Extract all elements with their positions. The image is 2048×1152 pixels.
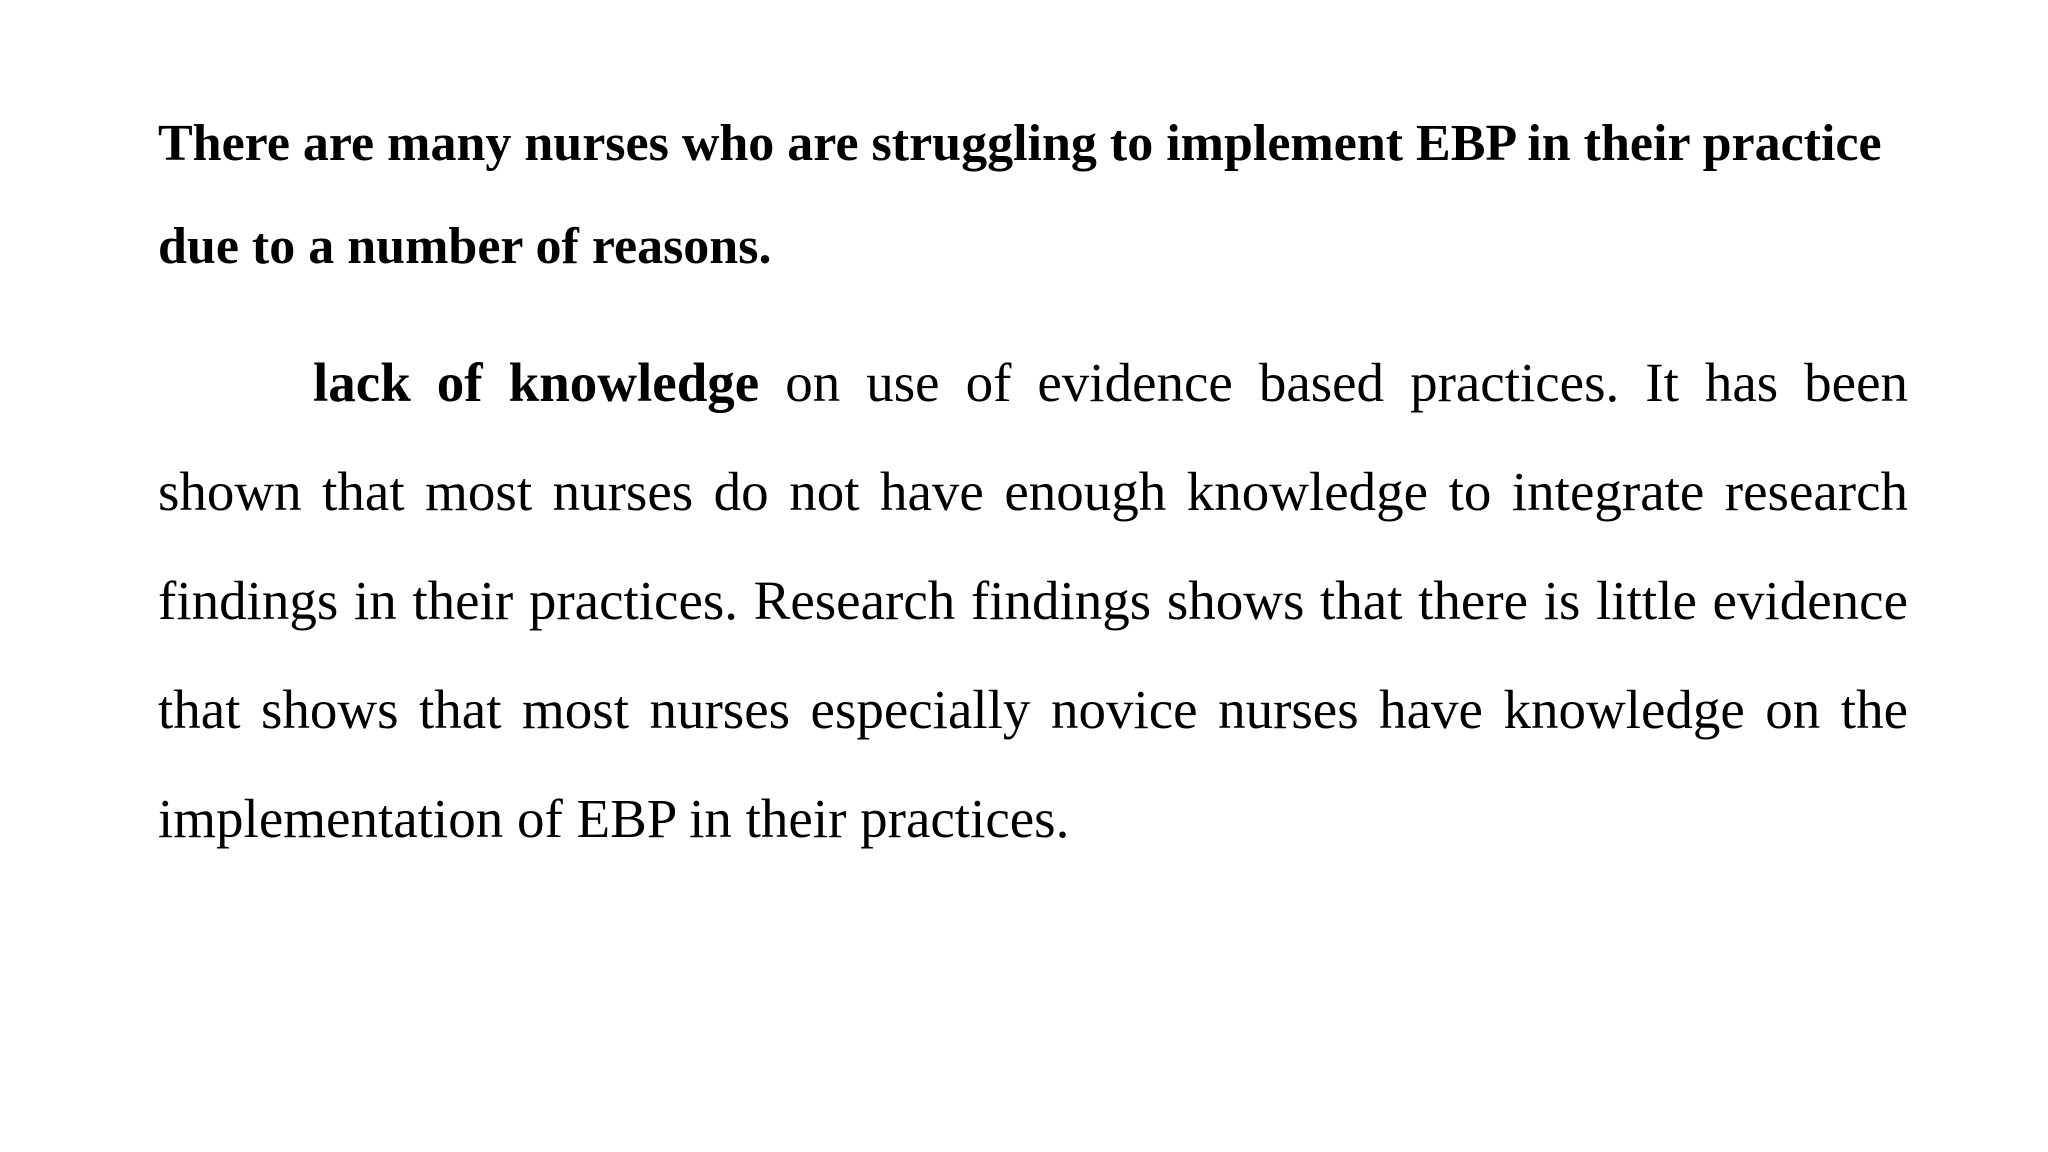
paragraph-text: on use of evidence based practices. It has been shown that most nurses do not have enough knowledge to integrate research findings in their practices. Research findings shows that there is little evidence that shows that most nurses especially novice nurses have knowledge on the implementation of EBP in their practices.: [158, 352, 1909, 849]
lead-phrase: lack of knowledge: [313, 352, 760, 413]
section-heading: There are many nurses who are struggling to implement EBP in their practice due to a number of reasons.: [158, 115, 1882, 275]
body-paragraph: [158, 328, 1908, 873]
